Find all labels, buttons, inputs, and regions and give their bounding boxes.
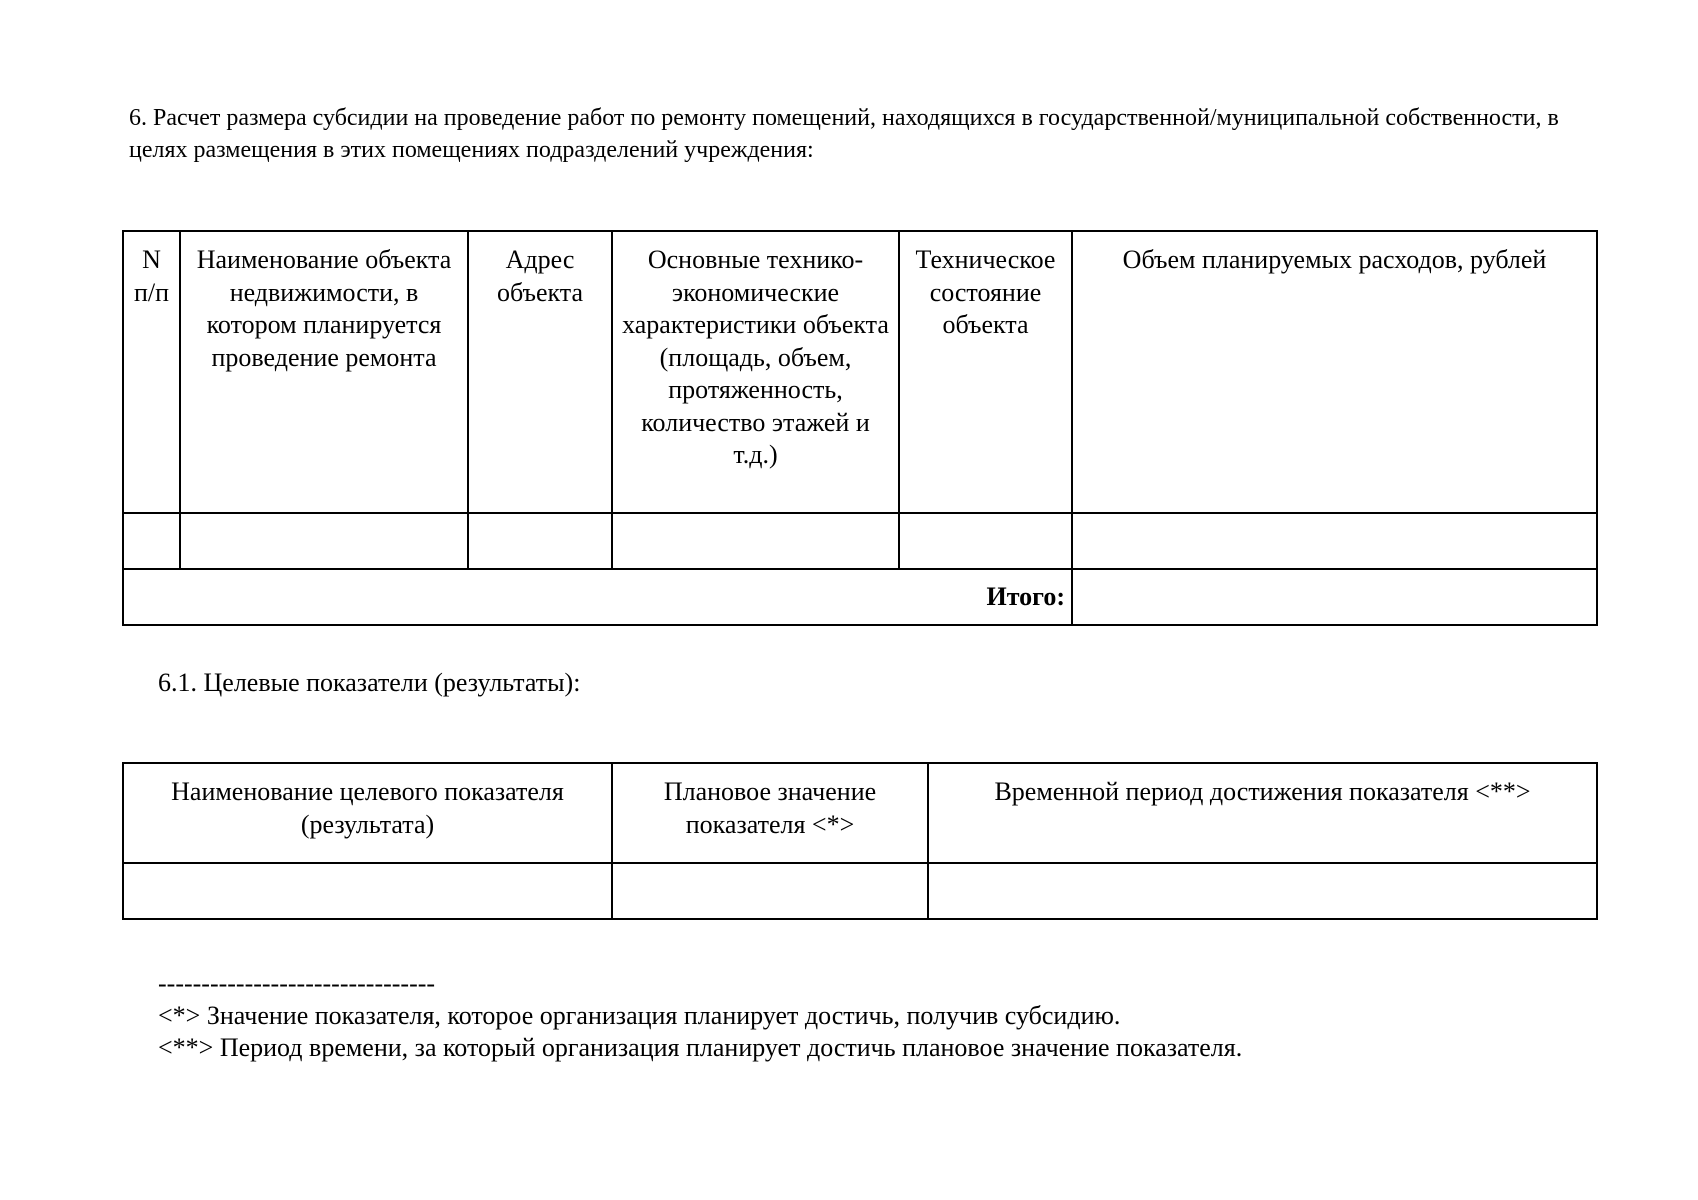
total-row: [123, 569, 1597, 625]
col-header-characteristics: Основные технико-экономические характеристики объекта (площадь, объем, протяженность, количество этажей и т.д.): [612, 231, 899, 513]
col-header-planned-value: Плановое значение показателя <*>: [612, 763, 928, 863]
repair-subsidy-table: [122, 230, 1598, 626]
table-header-row: [123, 763, 1597, 863]
table-cell: [123, 513, 180, 569]
table-header-row: [123, 231, 1597, 513]
table-row: [123, 513, 1597, 569]
table-cell: [612, 513, 899, 569]
table-cell: [928, 863, 1597, 919]
table-cell: [180, 513, 468, 569]
total-label: Итого:: [123, 569, 1072, 625]
footnotes: [158, 968, 1242, 1064]
col-header-address: Адрес объекта: [468, 231, 612, 513]
col-header-object-name: Наименование объекта недвижимости, в котором планируется проведение ремонта: [180, 231, 468, 513]
table-cell: [1072, 513, 1597, 569]
table-cell: [123, 863, 612, 919]
col-header-planned-expenses: Объем планируемых расходов, рублей: [1072, 231, 1597, 513]
col-header-indicator-name: Наименование целевого показателя (результата): [123, 763, 612, 863]
footnote-separator: --------------------------------: [158, 969, 436, 998]
col-header-technical-condition: Техническое состояние объекта: [899, 231, 1072, 513]
section-6-heading: 6. Расчет размера субсидии на проведение работ по ремонту помещений, находящихся в государственной/муниципальной собственности, в целях размещения в этих помещениях подразделений учреждения:: [129, 105, 1559, 163]
col-header-number: N п/п: [123, 231, 180, 513]
table-cell: [468, 513, 612, 569]
table-cell: [612, 863, 928, 919]
footnote-2: <**> Период времени, за который организация планирует достичь плановое значение показателя.: [158, 1033, 1243, 1062]
col-header-time-period: Временной период достижения показателя <**>: [928, 763, 1597, 863]
table-cell: [899, 513, 1072, 569]
target-indicators-table: [122, 762, 1598, 920]
table-row: [123, 863, 1597, 919]
total-value: [1072, 569, 1597, 625]
footnote-1: <*> Значение показателя, которое организация планирует достичь, получив субсидию.: [158, 1001, 1121, 1030]
section-6-1-heading: 6.1. Целевые показатели (результаты):: [158, 668, 581, 697]
